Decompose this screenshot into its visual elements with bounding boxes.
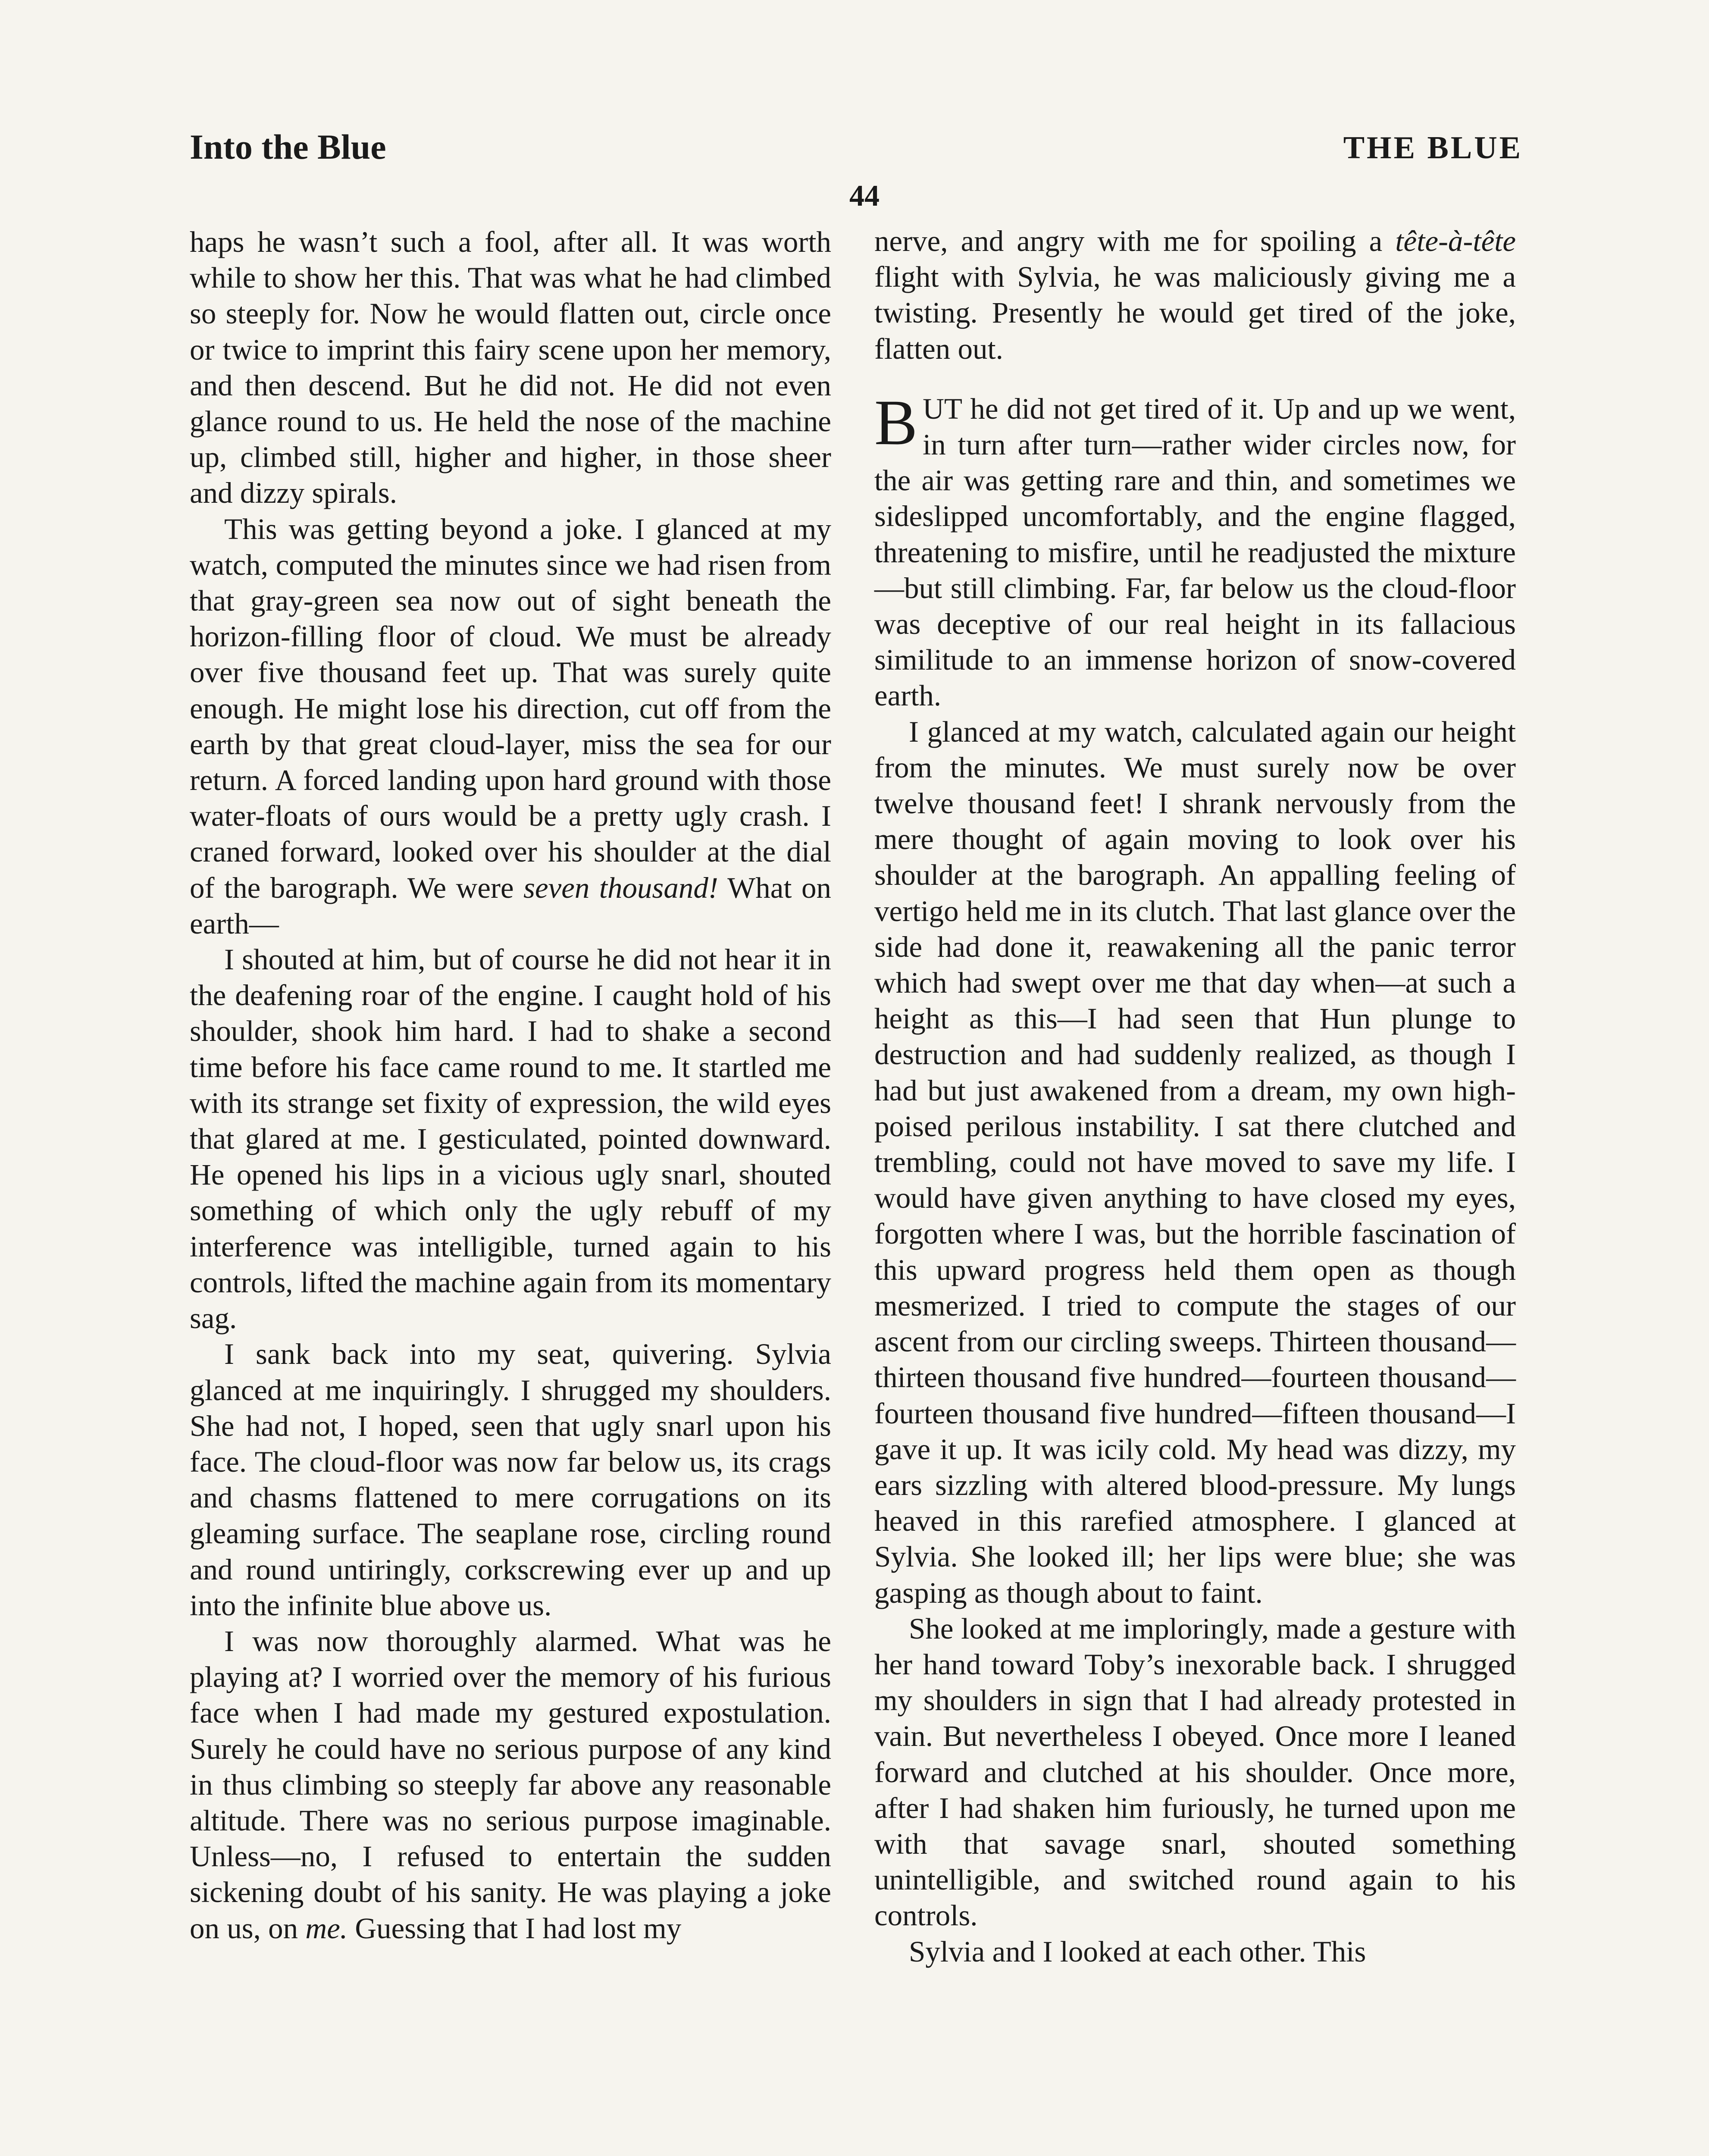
text-run: I sank back into my seat, quivering. Sylvia glanced at me inquiringly. I shrugged my shoulders. She had not, I hoped, seen that ugly snarl upon his face. The cloud-floor was now far below us, its crags and chasms flattened to mere corrugations on its gleaming surface. The seaplane rose, circling round and round untiringly, corkscrewing ever up and up into the infinite blue above us. <box>190 1338 831 1622</box>
paragraph <box>190 1336 831 1623</box>
text-run: This was getting beyond a joke. I glanced at my watch, computed the minutes since we had risen from that gray-green sea now out of sight beneath the horizon-filling floor of cloud. We must be already over five thousand feet up. That was surely quite enough. He might lose his direction, cut off from the earth by that great cloud-layer, miss the sea for our return. A forced landing upon hard ground with those water-floats of ours would be a pretty ugly crash. I craned forward, looked over his shoulder at the dial of the barograph. We were <box>190 512 831 904</box>
paragraph <box>190 224 831 511</box>
magazine-name: THE BLUE <box>1343 130 1523 166</box>
paragraph <box>874 386 1516 714</box>
text-run: Sylvia and I looked at each other. This <box>909 1935 1366 1968</box>
text-run: I was now thoroughly alarmed. What was he playing at? I worried over the memory of his furious face when I had made my gestured expostulation. Surely he could have no serious purpose of any kind in thus climbing so steeply far above any reasonable altitude. There was no serious purpose imaginable. Unless—no, I refused to entertain the sudden sickening doubt of his sanity. He was playing a joke on us, on <box>190 1624 831 1945</box>
text-run: She looked at me imploringly, made a gesture with her hand toward Toby’s inexorable back. I shrugged my shoulders in sign that I had already protested in vain. But nevertheless I obeyed. Once more I leaned forward and clutched at his shoulder. Once more, after I had shaken him furiously, he turned upon me with that savage snarl, shouted something unintelligible, and switched round again to his controls. <box>874 1612 1516 1932</box>
text-run: flight with Sylvia, he was maliciously giving me a twisting. Presently he would get tired of the joke, flatten out. <box>874 260 1516 365</box>
drop-cap: B <box>874 386 918 458</box>
text-run: haps he wasn’t such a fool, after all. It was worth while to show her this. That was what he had climbed so steeply for. Now he would flatten out, circle once or twice to imprint this fairy scene upon her memory, and then descend. But he did not. He did not even glance round to us. He held the nose of the machine up, climbed still, higher and higher, in those sheer and dizzy spirals. <box>190 226 831 510</box>
text-run: I shouted at him, but of course he did not hear it in the deafening roar of the engine. I caught hold of his shoulder, shook him hard. I had to shake a second time before his face came round to me. It startled me with its strange set fixity of expression, the wild eyes that glared at me. I gesticulated, pointed downward. He opened his lips in a vicious ugly snarl, shouted something of which only the ugly rebuff of my interference was intelligible, turned again to his controls, lifted the machine again from its momentary sag. <box>190 943 831 1335</box>
paragraph <box>190 511 831 942</box>
paragraph <box>190 1623 831 1946</box>
running-title: Into the Blue <box>190 127 386 166</box>
text-run: nerve, and angry with me for spoiling a <box>874 225 1396 257</box>
text-run: Guessing that I had lost my <box>347 1912 682 1945</box>
paragraph <box>190 942 831 1336</box>
italic-text: tête-à-tête <box>1395 225 1516 257</box>
italic-text: seven thousand! <box>523 871 718 904</box>
text-run: I glanced at my watch, calculated again our height from the minutes. We must surely now be over twelve thousand feet! I shrank nervously from the mere thought of again moving to look over his shoulder at the barograph. An appalling feeling of vertigo held me in its clutch. That last glance over the side had done it, reawakening all the panic terror which had swept over me that day when—at such a height as this—I had seen that Hun plunge to destruction and had suddenly realized, as though I had but just awakened from a dream, my own high-poised perilous instability. I sat there clutched and trembling, could not have moved to save my life. I would have given anything to have closed my eyes, forgotten where I was, but the horrible fascination of this upward progress held them open as though mesmerized. I tried to compute the stages of our ascent from our circling sweeps. Thirteen thousand—thirteen thousand five hundred—fourteen thousand—fourteen thousand five hundred—fifteen thousand—I gave it up. It was icily cold. My head was dizzy, my ears sizzling with altered blood-pressure. My lungs heaved in this rarefied atmosphere. I glanced at Sylvia. She looked ill; her lips were blue; she was gasping as though about to faint. <box>874 715 1516 1609</box>
text-run: UT he did not get tired of it. Up and up we went, in turn after turn—rather wider circles now, for the air was getting rare and thin, and sometimes we sideslipped uncomfortably, and the engine flagged, threatening to misfire, until he readjusted the mixture—but still climbing. Far, far below us the cloud-floor was deceptive of our real height in its fallacious similitude to an immense horizon of snow-covered earth. <box>874 392 1516 712</box>
paragraph <box>874 1611 1516 1934</box>
italic-text: me. <box>305 1912 348 1945</box>
text-run: What on earth— <box>190 871 831 940</box>
right-column <box>874 223 1516 1970</box>
paragraph <box>874 714 1516 1611</box>
paragraph <box>874 223 1516 367</box>
page-number: 44 <box>849 179 880 213</box>
paragraph <box>874 1934 1516 1970</box>
left-column <box>190 224 831 1946</box>
